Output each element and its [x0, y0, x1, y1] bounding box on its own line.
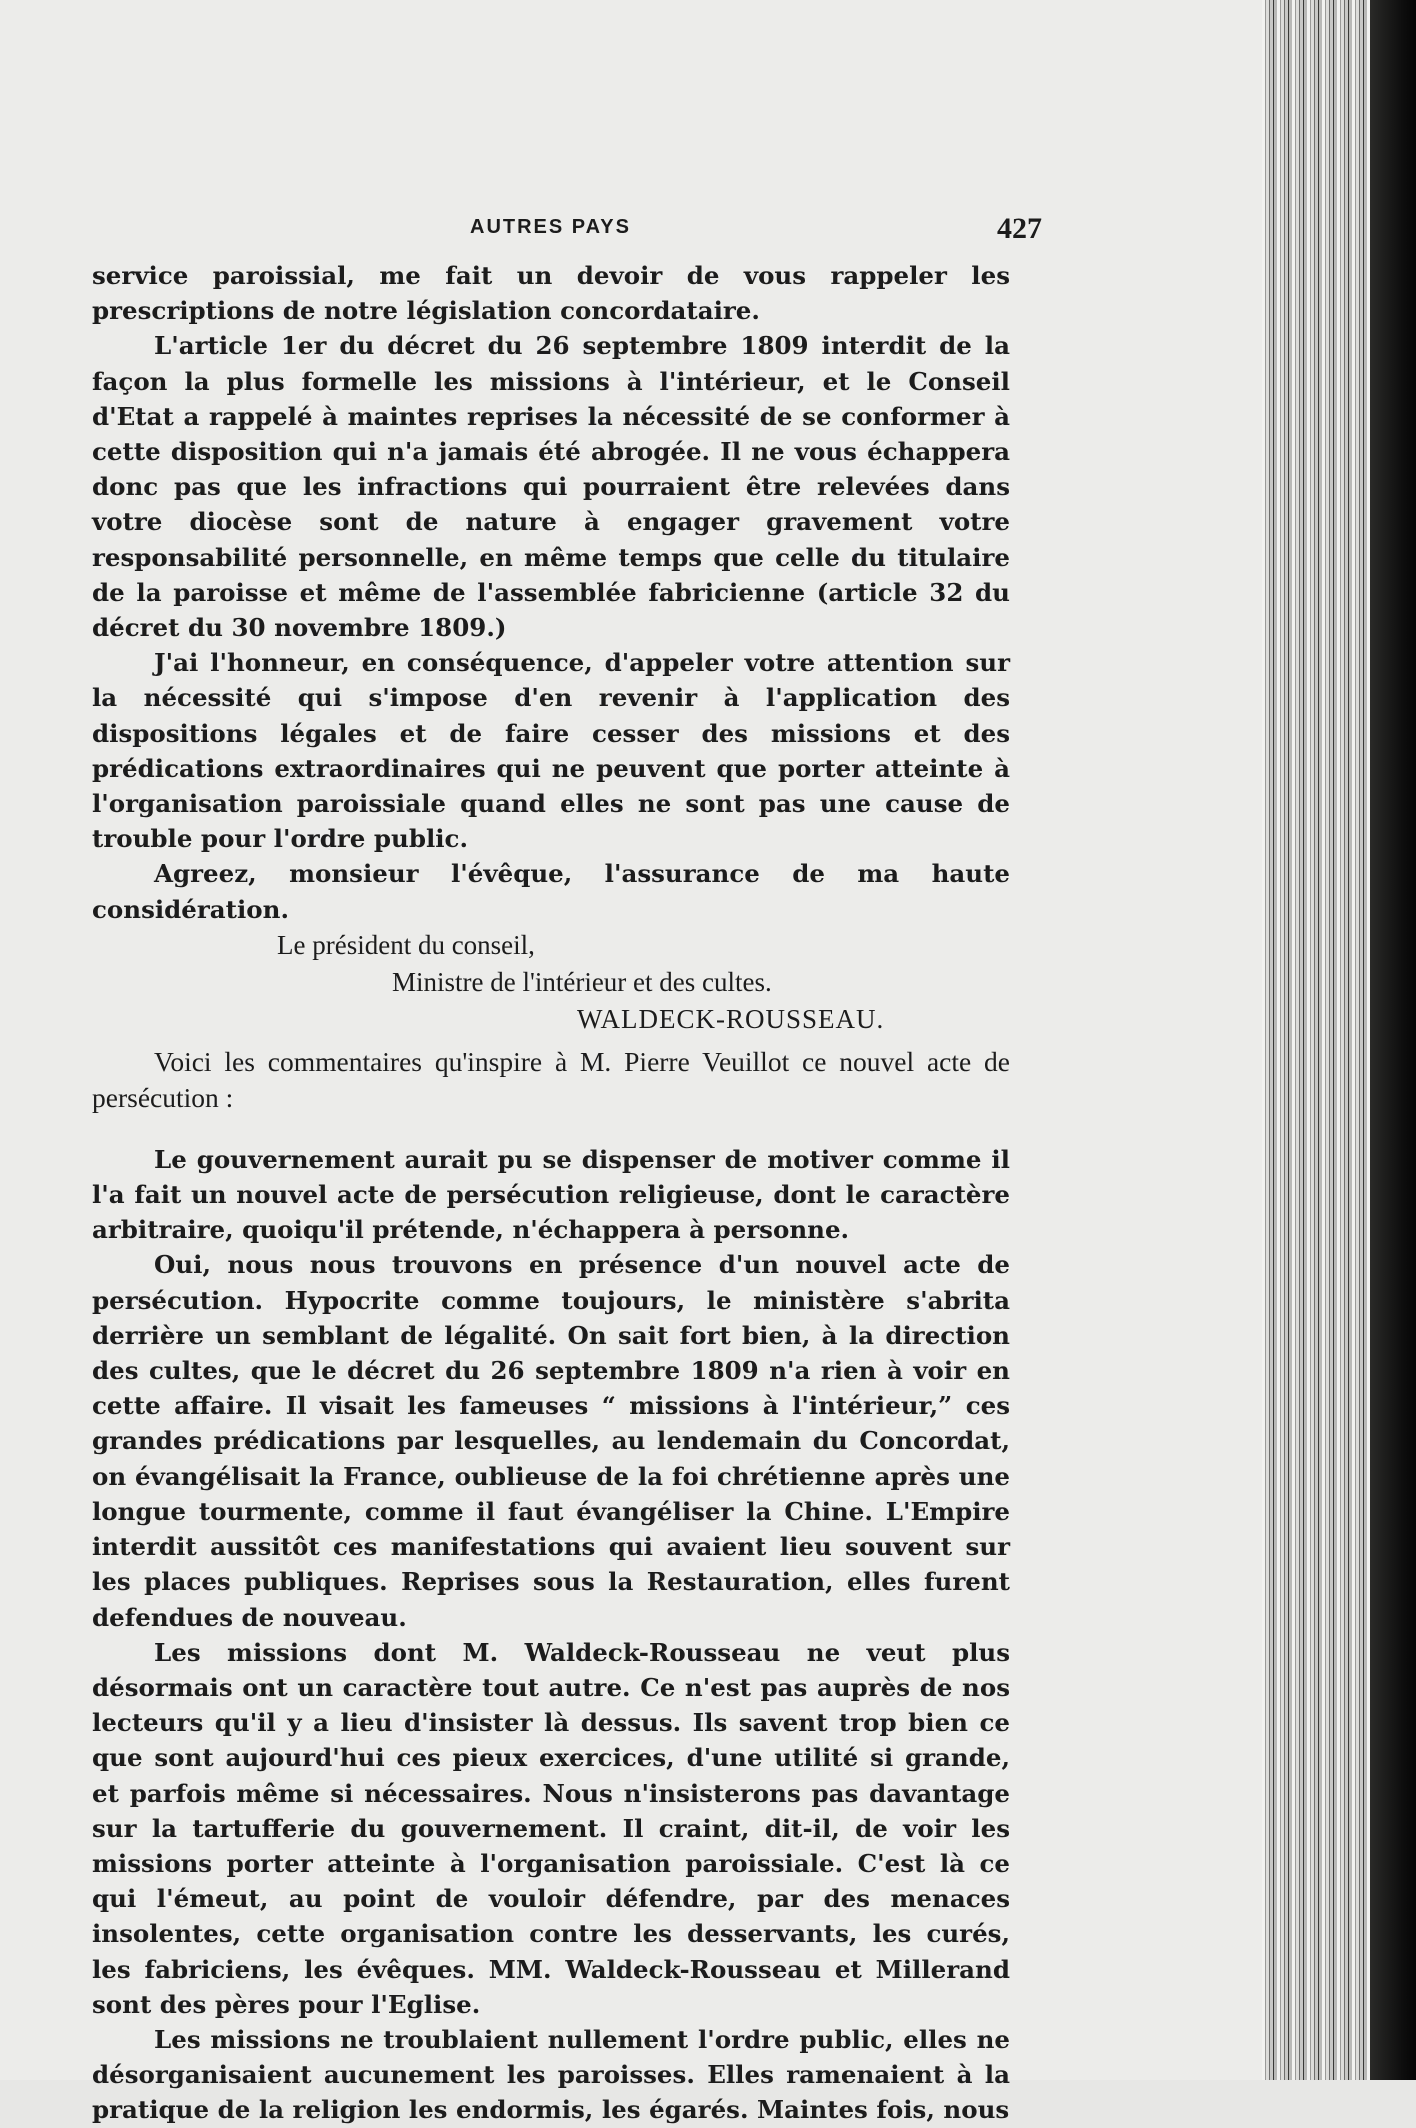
commentary-paragraph-2: Oui, nous nous trouvons en présence d'un nouvel acte de persécution. Hypocrite comme toujours, le ministère s'abrita derrière un semblant de légalité. On sait fort bien, à la direction des cultes, que le décret du 26 septembre 1809 n'a rien à voir en cette affaire. Il visait les fameuses “ missions à l'intérieur,” ces grandes prédications par lesquelles, au lendemain du Concordat, on évangélisait la France, oublieuse de la foi chrétienne après une longue tourmente, comme il faut évangéliser la Chine. L'Empire interdit aussitôt ces manifestations qui avaient lieu souvent sur les places publiques. Reprises sous la Restauration, elles furent defendues de nouveau. [92, 1250, 1010, 1632]
body-text [92, 258, 1010, 2128]
signature-block [92, 927, 1010, 1038]
letter-paragraph-2: L'article 1er du décret du 26 septembre 1809 interdit de la façon la plus formelle les missions à l'intérieur, et le Conseil d'Etat a rappelé à maintes reprises la nécessité de se conformer à cette disposition qui n'a jamais été abrogée. Il ne vous échappera donc pas que les infractions qui pourraient être relevées dans votre diocèse sont de nature à engager gravement votre responsabilité personnelle, en même temps que celle du titulaire de la paroisse et même de l'assemblée fabricienne (article 32 du décret du 30 novembre 1809.) [92, 331, 1010, 643]
page-number: 427 [997, 212, 1042, 245]
signature-line-2: Ministre de l'intérieur et des cultes. [392, 966, 772, 997]
signature-line-1: Le président du conseil, [277, 929, 535, 960]
letter-paragraph-3: J'ai l'honneur, en conséquence, d'appeler votre attention sur la nécessité qui s'impose d'en revenir à l'application des dispositions légales et de faire cesser des missions et des prédications extraordinaires qui ne peuvent que porter atteinte à l'organisation paroissiale quand elles ne sont pas une cause de trouble pour l'ordre public. [92, 648, 1010, 854]
book-page-edges [1262, 0, 1416, 2080]
commentary-paragraph-3: Les missions dont M. Waldeck-Rousseau ne veut plus désormais ont un caractère tout autre. Ce n'est pas auprès de nos lecteurs qu'il y a lieu d'insister là dessus. Ils savent trop bien ce que sont aujourd'hui ces pieux exercices, d'une utilité si grande, et parfois même si nécessaires. Nous n'insisterons pas davantage sur la tartufferie du gouvernement. Il craint, dit-il, de voir les missions porter atteinte à l'organisation paroissiale. C'est là ce qui l'émeut, au point de vouloir défendre, par des menaces insolentes, cette organisation contre les desservants, les curés, les fabriciens, les évêques. MM. Waldeck-Rousseau et Millerand sont des pères pour l'Eglise. [92, 1637, 1010, 2019]
commentary-quote [92, 1142, 1010, 2128]
page-header [80, 212, 1042, 252]
letter-paragraph-4: Agreez, monsieur l'évêque, l'assurance de ma haute considération. [92, 859, 1010, 924]
commentary-paragraph-4: Les missions ne troublaient nullement l'ordre public, elles ne désorganisaient aucunement les paroisses. Elles ramenaient à la pratique de la religion les endormis, les égarés. Maintes fois, nous [92, 2024, 1010, 2125]
intro-paragraph: Voici les commentaires qu'inspire à M. Pierre Veuillot ce nouvel acte de persécution : [92, 1045, 1010, 1113]
letter-paragraph-1: service paroissial, me fait un devoir de vous rappeler les prescriptions de notre législation concordataire. [92, 261, 1010, 326]
signature-name: WALDECK-ROUSSEAU. [577, 1003, 885, 1034]
running-title: AUTRES PAYS [470, 216, 631, 238]
commentary-paragraph-1: Le gouvernement aurait pu se dispenser de motiver comme il l'a fait un nouvel acte de persécution religieuse, dont le caractère arbitraire, quoiqu'il prétende, n'échappera à personne. [92, 1144, 1010, 1245]
